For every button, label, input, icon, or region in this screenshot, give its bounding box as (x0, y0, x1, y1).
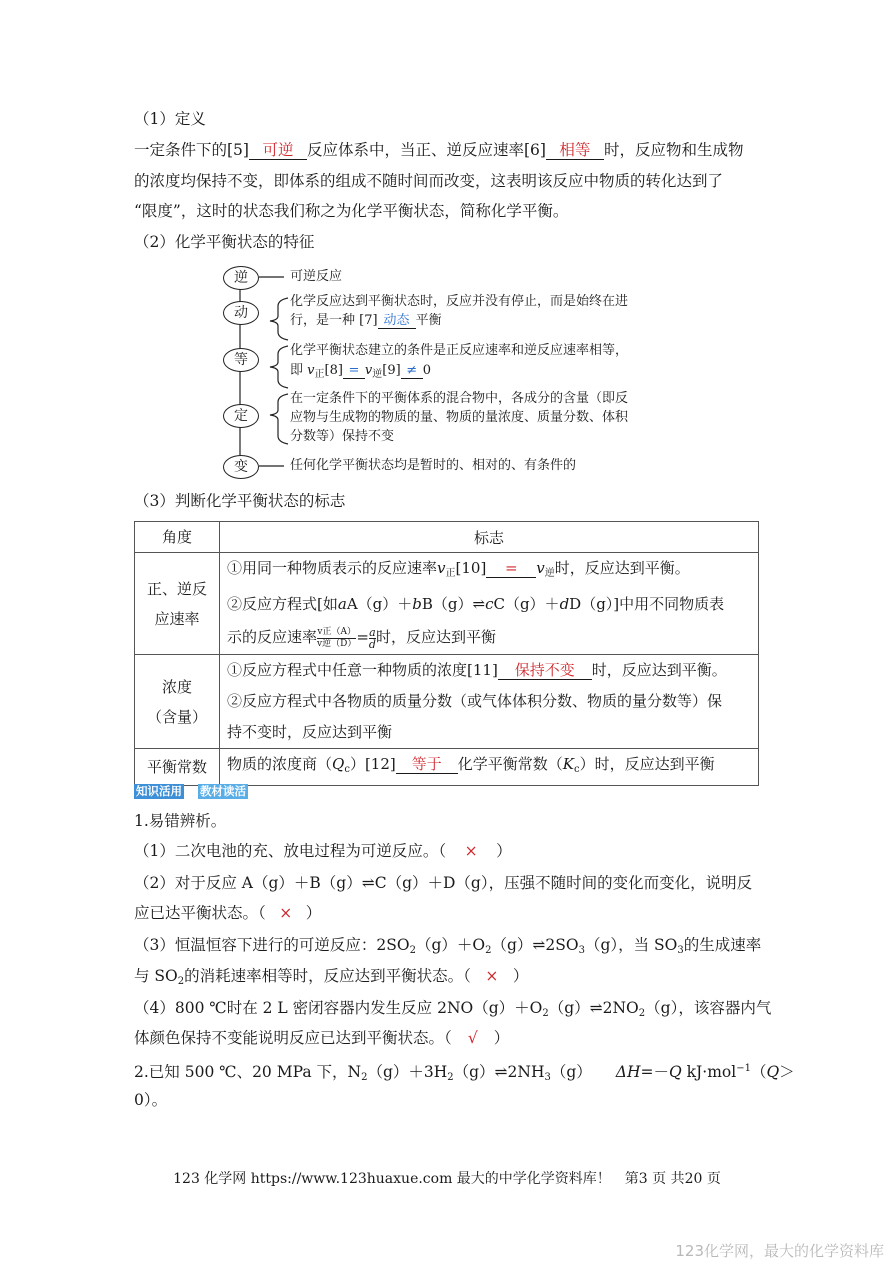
ding-description-3: 分数等）保持不变 (290, 429, 395, 444)
text: （4）800 ℃时在 2 L 密闭容器内发生反应 2NO（g）＋O (134, 999, 543, 1017)
page-footer: 123 化学网 https://www.123huaxue.com 最大的中学化学资料库！ 第3 页 共20 页 (173, 1171, 721, 1187)
text: 行，是一种 [7] (290, 313, 378, 328)
subscript: 3 (578, 945, 585, 956)
answer-9: ≠ (401, 363, 423, 379)
answer-11: 保持不变 (498, 662, 592, 680)
exercise-2-line-1 (134, 1059, 795, 1088)
header-angle: 角度 (135, 522, 220, 553)
text: 的生成速率 (683, 936, 762, 954)
features-diagram (222, 262, 672, 482)
text: ） (305, 904, 322, 922)
mark-wrong: × (279, 904, 293, 922)
answer-12: 等于 (396, 756, 458, 774)
text: 体颜色保持不变能说明反应已达到平衡状态。（ (134, 1029, 452, 1047)
subscript: 2 (485, 945, 492, 956)
coef: d (559, 595, 570, 613)
node-bian: 变 (223, 455, 259, 479)
text: D（g）]中用不同物质表 (569, 595, 725, 613)
exercise-1-item-4b (134, 1028, 509, 1048)
dong-description-2 (290, 312, 442, 330)
exercise-1-item-1 (134, 841, 512, 861)
answer-5: 可逆 (249, 142, 307, 160)
ding-description-1: 在一定条件下的平衡体系的混合物中，各成分的含量（即反 (290, 391, 629, 406)
rate-line-1 (227, 553, 758, 589)
text: ）时，反应达到平衡 (579, 755, 715, 773)
concentration-line-3: 持不变时，反应达到平衡 (227, 723, 393, 741)
subscript: 2 (409, 945, 416, 956)
text: 即 (290, 363, 308, 378)
text: 反应体系中，当正、逆反应速率[6] (306, 141, 546, 159)
q-symbol: Q (669, 1063, 682, 1082)
definition-line-3: “限度”，这时的状态我们称之为化学平衡状态，简称化学平衡。 (134, 202, 569, 220)
text: （g） (550, 1063, 592, 1082)
text: 化学平衡常数（ (457, 755, 563, 773)
exercise-1-item-2a: （2）对于反应 A（g）＋B（g）⇌C（g）＋D（g），压强不随时间的变化而变化，说明反 (134, 874, 753, 892)
coef: c (485, 595, 494, 613)
row-concentration-label (135, 655, 220, 749)
rate-line-2 (227, 589, 758, 620)
exercise-1-item-4a (134, 998, 771, 1024)
text: （g）⇌2NH (453, 1063, 545, 1082)
answer-6: 相等 (546, 142, 604, 160)
text: 示的反应速率 (227, 628, 318, 646)
q-symbol: Q (332, 755, 345, 773)
bian-description: 任何化学平衡状态均是暂时的、相对的、有条件的 (290, 458, 577, 473)
rate-fraction (317, 627, 356, 650)
text: ＞ (779, 1063, 795, 1082)
table-row (135, 655, 759, 749)
text: kJ·mol (681, 1063, 737, 1082)
ding-description-2: 应物与生成物的物质的量、物质的量浓度、质量分数、体积 (290, 410, 629, 425)
k-symbol: K (562, 755, 574, 773)
node-deng: 等 (223, 348, 259, 372)
text: ①用同一种物质表示的反应速率 (227, 559, 438, 577)
watermark: 123化学网，最大的化学资料库 (675, 1242, 884, 1260)
exercise-2-line-2: 0）。 (134, 1091, 168, 1109)
concentration-line-1 (227, 655, 758, 686)
text: 浓度 (161, 677, 192, 696)
node-ni: 逆 (223, 266, 259, 290)
node-dong: 动 (223, 301, 259, 325)
text: （g）＋3H (367, 1063, 448, 1082)
fraction-numerator: v正（A） (317, 626, 356, 637)
text: （1）二次电池的充、放电过程为可逆反应。（ (134, 842, 447, 860)
coef: a (337, 595, 347, 613)
subscript: 正 (445, 568, 456, 579)
subscript: 2 (542, 1008, 549, 1019)
text: =－ (640, 1063, 670, 1082)
tag-knowledge-use: 知识活用 (136, 784, 182, 798)
text: ①反应方程式中任意一种物质的浓度[11] (227, 661, 498, 679)
table-row (135, 553, 759, 655)
subscript: 正 (314, 369, 325, 380)
superscript: −1 (736, 1063, 751, 1074)
subscript: 2 (447, 1072, 454, 1084)
text: （g）＋O (415, 936, 486, 954)
text: 时，反应达到平衡。 (554, 559, 690, 577)
text: B（g）⇌ (421, 595, 486, 613)
text: 与 SO (134, 967, 178, 985)
subscript: c (573, 764, 580, 775)
text: = (356, 628, 369, 646)
header-sign: 标志 (220, 522, 759, 553)
fraction-numerator: a (369, 625, 376, 639)
deng-description-1: 化学平衡状态建立的条件是正反应速率和逆反应速率相等， (290, 343, 629, 358)
answer-10: = (486, 560, 536, 578)
text: 2.已知 500 ℃、20 MPa 下，N (134, 1063, 362, 1082)
text: （g）⇌2SO (491, 936, 579, 954)
text: [8] (324, 363, 343, 378)
text: （ (750, 1063, 767, 1082)
subscript: 2 (638, 1008, 646, 1019)
text: 平衡 (415, 313, 442, 328)
row-rate-content (220, 553, 759, 655)
subscript: c (344, 764, 350, 775)
text: ②反应方程式[如 (227, 595, 338, 613)
v-symbol: v (536, 559, 545, 577)
concentration-line-2: ②反应方程式中各物质的质量分数（或气体体积分数、物质的量分数等）保 (227, 692, 723, 710)
text: ） (512, 967, 529, 985)
table-row (135, 749, 759, 786)
text: 时，反应达到平衡。 (591, 661, 727, 679)
text: （g），该容器内气 (645, 999, 772, 1017)
text: ） (496, 842, 512, 860)
text: 时，反应物和生成物 (603, 141, 744, 159)
row-rate-label (135, 553, 220, 655)
text: 一定条件下的[5] (134, 141, 249, 159)
text: ）[12] (349, 755, 396, 773)
text: （3）恒温恒容下进行的可逆反应：2SO (134, 936, 410, 954)
subscript: 3 (677, 945, 684, 956)
tag-textbook-read: 教材读活 (200, 784, 246, 798)
text: 时，反应达到平衡 (375, 628, 496, 646)
exercise-1-item-3a (134, 935, 761, 961)
text: （g）⇌2NO (548, 999, 639, 1017)
text: [9] (382, 363, 401, 378)
section-title-definition: （1）定义 (134, 110, 206, 128)
v-symbol: v (307, 363, 315, 378)
row-constant-content (220, 749, 759, 786)
dong-description-1: 化学反应达到平衡状态时，反应并没有停止，而是始终在进 (290, 294, 629, 309)
text: C（g）＋ (493, 595, 560, 613)
subscript: 2 (361, 1072, 368, 1084)
criteria-table (134, 521, 759, 786)
fraction-denominator: v逆（D） (317, 638, 357, 649)
text: （g），当 SO (584, 936, 678, 954)
row-constant-label: 平衡常数 (135, 749, 220, 786)
subscript: 2 (177, 976, 185, 987)
node-ding: 定 (223, 404, 259, 428)
definition-line-1 (134, 140, 743, 160)
text: 正、逆反 (146, 579, 207, 598)
mark-wrong: × (485, 967, 499, 985)
v-symbol: v (437, 559, 446, 577)
text: 物质的浓度商（ (227, 755, 333, 773)
q-symbol: Q (766, 1063, 780, 1082)
mark-wrong: × (464, 842, 478, 860)
text: A（g）＋ (346, 595, 413, 613)
subscript: 逆 (544, 568, 555, 579)
v-symbol: v (364, 363, 373, 378)
subscript: 3 (544, 1072, 551, 1084)
text: ） (493, 1029, 510, 1047)
text: 应已达平衡状态。（ (134, 904, 266, 922)
delta-h: ΔH (615, 1063, 641, 1082)
section-title-criteria: （3）判断化学平衡状态的标志 (134, 492, 346, 510)
coef: b (412, 595, 422, 613)
ni-description: 可逆反应 (290, 269, 343, 284)
answer-8: = (343, 363, 365, 379)
mark-correct: √ (467, 1029, 478, 1047)
table-header-row (135, 522, 759, 553)
exercise-1-item-3b (134, 966, 528, 992)
text: 应速率 (154, 609, 200, 628)
subscript: 逆 (372, 369, 383, 380)
row-concentration-content (220, 655, 759, 749)
text: （含量） (146, 707, 207, 726)
text: [10] (455, 559, 487, 577)
section-title-features: （2）化学平衡状态的特征 (134, 233, 315, 251)
text: 0 (422, 363, 431, 378)
rate-line-3 (227, 620, 758, 654)
fraction-denominator: d (368, 637, 376, 651)
exercise-1-title: 1.易错辨析。 (134, 812, 227, 830)
coef-fraction (369, 627, 376, 650)
answer-7: 动态 (378, 313, 416, 329)
definition-line-2: 的浓度均保持不变，即体系的组成不随时间而改变，这表明该反应中物质的转化达到了 (134, 172, 724, 190)
deng-description-2 (290, 362, 431, 384)
exercise-1-item-2b (134, 903, 321, 923)
text: 的消耗速率相等时，反应达到平衡状态。（ (184, 967, 471, 985)
